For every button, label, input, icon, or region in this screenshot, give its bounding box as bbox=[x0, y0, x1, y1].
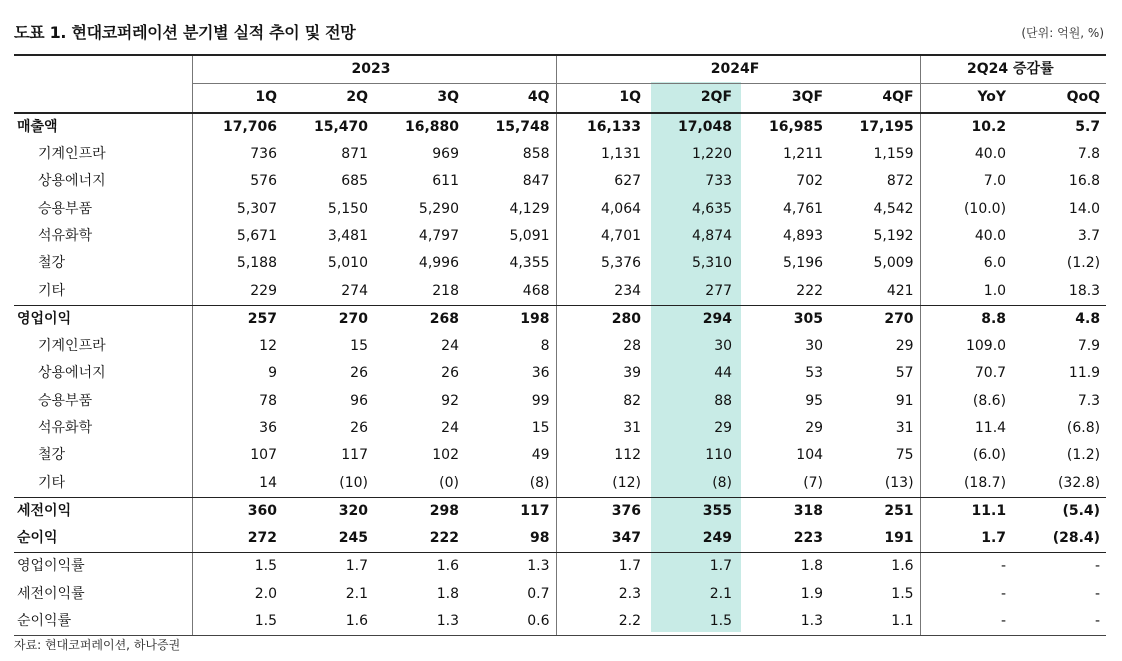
table-row bbox=[14, 497, 1106, 525]
table-cell: 5,671 bbox=[192, 223, 283, 250]
table-cell: 16,133 bbox=[556, 113, 647, 141]
table-cell: 858 bbox=[522, 146, 550, 163]
table-cell: 1.6 bbox=[891, 558, 914, 575]
table-row bbox=[14, 553, 1106, 581]
table-cell: 109.0 bbox=[920, 333, 1012, 360]
table-cell: 95 bbox=[805, 392, 824, 409]
table-cell: 198 bbox=[520, 310, 550, 327]
row-label: 승용부품 bbox=[38, 200, 93, 217]
table-cell: 92 bbox=[441, 392, 459, 409]
table-cell: 4,701 bbox=[556, 223, 647, 250]
table-cell: 1.5 bbox=[192, 608, 283, 636]
table-cell: 70.7 bbox=[920, 360, 1012, 387]
table-cell: (10) bbox=[283, 469, 374, 497]
table-cell: 11.9 bbox=[1068, 365, 1101, 382]
table-row bbox=[14, 469, 1106, 497]
row-label: 승용부품 bbox=[38, 392, 93, 409]
table-cell: - bbox=[920, 553, 1012, 581]
table-cell: 305 bbox=[793, 310, 824, 327]
table-cell: 249 bbox=[647, 525, 738, 553]
table-cell: 110 bbox=[705, 447, 733, 464]
table-cell: 16.8 bbox=[1068, 173, 1101, 190]
table-row bbox=[14, 141, 1106, 168]
table-cell: 30 bbox=[805, 338, 824, 355]
header-col: 2Q bbox=[346, 89, 368, 106]
table-cell: 733 bbox=[705, 173, 733, 190]
source-note: 자료: 현대코퍼레이션, 하나증권 bbox=[14, 638, 181, 652]
row-label: 기타 bbox=[14, 469, 192, 497]
table-cell: 5.7 bbox=[1075, 118, 1101, 135]
header-col: 2QF bbox=[700, 89, 733, 106]
row-label: 매출액 bbox=[17, 118, 58, 135]
table-cell: 40.0 bbox=[920, 223, 1012, 250]
table-cell: 96 bbox=[350, 392, 368, 409]
header-col: 4Q bbox=[527, 89, 550, 106]
header-corner-bottom bbox=[14, 84, 192, 113]
table-cell: 17,048 bbox=[678, 118, 733, 135]
table-cell: 421 bbox=[829, 277, 920, 305]
table-cell: 270 bbox=[338, 310, 368, 327]
table-cell: 1.5 bbox=[647, 608, 738, 636]
table-cell: 17,195 bbox=[859, 118, 914, 135]
table-cell: 0.7 bbox=[527, 585, 550, 602]
table-row bbox=[14, 113, 1106, 141]
table-cell: 29 bbox=[895, 338, 914, 355]
table-cell: 5,376 bbox=[556, 250, 647, 277]
header-col: YoY bbox=[920, 84, 1012, 113]
table-cell: 872 bbox=[886, 173, 914, 190]
table-cell: 15,748 bbox=[495, 118, 550, 135]
table-cell: - bbox=[920, 608, 1012, 636]
table-cell: 29 bbox=[714, 420, 733, 436]
table-cell: 91 bbox=[895, 392, 914, 409]
table-cell: 5,192 bbox=[873, 227, 914, 244]
table-cell: (7) bbox=[738, 469, 829, 497]
table-cell: - bbox=[920, 581, 1012, 608]
table-cell: 2.1 bbox=[345, 585, 368, 602]
table-cell: 3,481 bbox=[327, 227, 368, 244]
table-cell: 15 bbox=[350, 338, 368, 355]
table-cell: 1.7 bbox=[920, 525, 1012, 553]
table-body bbox=[14, 113, 1106, 636]
table-cell: 1.6 bbox=[436, 558, 459, 575]
table-cell: 347 bbox=[556, 525, 647, 553]
table-row bbox=[14, 442, 1106, 469]
table-cell: 6.0 bbox=[920, 250, 1012, 277]
table-cell: 24 bbox=[441, 338, 459, 355]
table-cell: (12) bbox=[556, 469, 647, 497]
table-cell: 5,290 bbox=[418, 200, 459, 217]
table-cell: 1.8 bbox=[436, 585, 459, 602]
table-cell: 0.6 bbox=[465, 608, 556, 636]
table-cell: 9 bbox=[192, 360, 283, 387]
table-cell: 26 bbox=[350, 365, 368, 382]
table-cell: 576 bbox=[192, 168, 283, 195]
table-cell: 4,542 bbox=[873, 200, 914, 217]
table-cell: - bbox=[1095, 585, 1101, 602]
table-cell: 1.8 bbox=[800, 558, 824, 575]
table-cell: 31 bbox=[895, 420, 914, 436]
row-label: 석유화학 bbox=[38, 420, 93, 436]
table-cell: 112 bbox=[556, 442, 647, 469]
table-row bbox=[14, 305, 1106, 333]
row-label: 기계인프라 bbox=[38, 146, 106, 163]
table-cell: 1.3 bbox=[527, 558, 550, 575]
table-cell: 1,159 bbox=[873, 146, 914, 163]
table-cell: 11.4 bbox=[920, 415, 1012, 442]
table-cell: (5.4) bbox=[1062, 502, 1101, 519]
table-cell: 7.8 bbox=[1077, 146, 1101, 163]
table-cell: 1.7 bbox=[709, 558, 733, 575]
table-cell: 1.7 bbox=[556, 553, 647, 581]
table-cell: (10.0) bbox=[920, 195, 1012, 222]
table-cell: 223 bbox=[738, 525, 829, 553]
table-cell: 5,310 bbox=[691, 255, 733, 272]
table-row bbox=[14, 333, 1106, 360]
table-cell: 360 bbox=[192, 497, 283, 525]
table-cell: 44 bbox=[714, 365, 733, 382]
table-cell: 2.3 bbox=[556, 581, 647, 608]
table-cell: 1,220 bbox=[691, 146, 733, 163]
table-cell: 270 bbox=[884, 310, 914, 327]
table-cell: 5,196 bbox=[782, 255, 824, 272]
table-cell: 2.2 bbox=[556, 608, 647, 636]
table-cell: 24 bbox=[441, 420, 459, 436]
header-row-quarters bbox=[14, 84, 1106, 113]
table-cell: 4,129 bbox=[509, 200, 550, 217]
table-cell: 5,150 bbox=[327, 200, 368, 217]
table-cell: 191 bbox=[829, 525, 920, 553]
header-col: QoQ bbox=[1066, 89, 1101, 106]
table-cell: (28.4) bbox=[1012, 525, 1106, 553]
table-cell: 376 bbox=[556, 497, 647, 525]
table-cell: 99 bbox=[531, 392, 550, 409]
header-col: 1Q bbox=[556, 84, 647, 113]
table-cell: (13) bbox=[829, 469, 920, 497]
row-label: 영업이익 bbox=[17, 310, 72, 327]
table-cell: 15,470 bbox=[313, 118, 368, 135]
table-cell: 75 bbox=[895, 447, 914, 464]
table-cell: 272 bbox=[192, 525, 283, 553]
table-cell: 7.3 bbox=[1077, 392, 1101, 409]
table-cell: 3.7 bbox=[1077, 227, 1101, 244]
table-cell: 1.1 bbox=[829, 608, 920, 636]
table-cell: 1.5 bbox=[891, 585, 914, 602]
table-cell: 1.3 bbox=[738, 608, 829, 636]
table-row bbox=[14, 360, 1106, 387]
table-title: 도표 1. 현대코퍼레이션 분기별 실적 추이 및 전망 bbox=[14, 23, 356, 42]
table-cell: 8 bbox=[540, 338, 550, 355]
table-cell: 31 bbox=[556, 415, 647, 442]
table-cell: 14.0 bbox=[1068, 200, 1101, 217]
table-cell: 4,064 bbox=[556, 195, 647, 222]
table-cell: 4,797 bbox=[418, 227, 459, 244]
table-cell: 53 bbox=[805, 365, 824, 382]
table-cell: 16,880 bbox=[404, 118, 459, 135]
table-cell: 14 bbox=[192, 469, 283, 497]
table-cell: 222 bbox=[374, 525, 465, 553]
table-cell: 5,010 bbox=[327, 255, 368, 272]
row-label: 순이익 bbox=[14, 525, 192, 553]
table-cell: (0) bbox=[374, 469, 465, 497]
table-cell: (8) bbox=[465, 469, 556, 497]
table-row bbox=[14, 608, 1106, 636]
table-cell: 10.2 bbox=[920, 113, 1012, 141]
table-cell: 1.6 bbox=[283, 608, 374, 636]
table-row bbox=[14, 195, 1106, 222]
table-cell: 234 bbox=[556, 277, 647, 305]
table-cell: 15 bbox=[531, 420, 550, 436]
table-cell: (6.0) bbox=[920, 442, 1012, 469]
table-cell: 2.1 bbox=[709, 585, 733, 602]
table-cell: 298 bbox=[429, 502, 459, 519]
table-cell: (8) bbox=[647, 469, 738, 497]
table-cell: 102 bbox=[432, 447, 459, 464]
table-row bbox=[14, 277, 1106, 305]
table-cell: 4,635 bbox=[691, 200, 733, 217]
table-cell: 7.9 bbox=[1077, 338, 1101, 355]
table-cell: 245 bbox=[283, 525, 374, 553]
table-cell: 36 bbox=[531, 365, 550, 382]
table-row bbox=[14, 581, 1106, 608]
header-col: 1Q bbox=[192, 84, 283, 113]
financial-table bbox=[14, 54, 1106, 636]
header-col: 3Q bbox=[437, 89, 459, 106]
row-label: 세전이익 bbox=[17, 502, 72, 519]
table-cell: 268 bbox=[429, 310, 459, 327]
table-cell: 274 bbox=[283, 277, 374, 305]
table-cell: (1.2) bbox=[1066, 255, 1101, 272]
table-cell: 847 bbox=[522, 173, 550, 190]
table-cell: 7.0 bbox=[920, 168, 1012, 195]
table-cell: 16,985 bbox=[769, 118, 824, 135]
row-label: 석유화학 bbox=[38, 227, 93, 244]
table-cell: 17,706 bbox=[192, 113, 283, 141]
table-cell: 4,893 bbox=[782, 227, 824, 244]
table-cell: 5,009 bbox=[873, 255, 914, 272]
table-cell: 1,131 bbox=[556, 141, 647, 168]
table-cell: (8.6) bbox=[920, 388, 1012, 415]
table-cell: 251 bbox=[884, 502, 914, 519]
table-cell: 107 bbox=[192, 442, 283, 469]
table-cell: 1.3 bbox=[374, 608, 465, 636]
table-cell: 627 bbox=[556, 168, 647, 195]
header-group-2023: 2023 bbox=[192, 55, 556, 84]
table-cell: 318 bbox=[793, 502, 824, 519]
table-cell: 468 bbox=[465, 277, 556, 305]
table-cell: 4.8 bbox=[1075, 310, 1101, 327]
table-cell: 702 bbox=[796, 173, 824, 190]
header-corner bbox=[14, 55, 192, 84]
table-cell: 104 bbox=[796, 447, 824, 464]
header-col: 4QF bbox=[882, 89, 914, 106]
table-cell: 28 bbox=[556, 333, 647, 360]
table-cell: (6.8) bbox=[1066, 420, 1101, 436]
table-cell: 294 bbox=[702, 310, 733, 327]
table-cell: - bbox=[1012, 608, 1106, 636]
table-cell: 11.1 bbox=[920, 497, 1012, 525]
table-cell: 355 bbox=[702, 502, 733, 519]
table-cell: 222 bbox=[738, 277, 829, 305]
header-row-groups bbox=[14, 55, 1106, 84]
table-row bbox=[14, 250, 1106, 277]
table-cell: 5,188 bbox=[192, 250, 283, 277]
table-row bbox=[14, 525, 1106, 553]
table-cell: 4,355 bbox=[509, 255, 550, 272]
row-label: 영업이익률 bbox=[17, 558, 85, 575]
table-row bbox=[14, 388, 1106, 415]
table-cell: 320 bbox=[338, 502, 368, 519]
table-cell: 685 bbox=[341, 173, 368, 190]
table-cell: 1.5 bbox=[192, 553, 283, 581]
table-cell: 18.3 bbox=[1012, 277, 1106, 305]
table-cell: 8.8 bbox=[920, 305, 1012, 333]
table-cell: (18.7) bbox=[920, 469, 1012, 497]
table-cell: 36 bbox=[192, 415, 283, 442]
row-label: 순이익률 bbox=[14, 608, 192, 636]
table-cell: 82 bbox=[556, 388, 647, 415]
table-cell: (1.2) bbox=[1066, 447, 1101, 464]
row-label: 철강 bbox=[38, 255, 66, 272]
table-cell: 229 bbox=[192, 277, 283, 305]
table-cell: 30 bbox=[714, 338, 733, 355]
row-label: 세전이익률 bbox=[17, 585, 85, 602]
row-label: 철강 bbox=[38, 447, 66, 464]
table-cell: 88 bbox=[714, 392, 733, 409]
table-cell: 277 bbox=[647, 277, 738, 305]
table-cell: 98 bbox=[465, 525, 556, 553]
table-row bbox=[14, 415, 1106, 442]
table-cell: 1.0 bbox=[920, 277, 1012, 305]
header-group-change: 2Q24 증감률 bbox=[920, 55, 1106, 84]
table-cell: (32.8) bbox=[1012, 469, 1106, 497]
row-label: 상용에너지 bbox=[38, 365, 106, 382]
table-row bbox=[14, 223, 1106, 250]
row-label: 상용에너지 bbox=[38, 173, 106, 190]
table-cell: 218 bbox=[374, 277, 465, 305]
row-label: 기계인프라 bbox=[38, 338, 106, 355]
table-cell: 1.7 bbox=[345, 558, 368, 575]
table-cell: 49 bbox=[531, 447, 550, 464]
table-cell: 5,307 bbox=[192, 195, 283, 222]
row-label: 기타 bbox=[14, 277, 192, 305]
table-cell: 4,761 bbox=[782, 200, 824, 217]
table-cell: 4,874 bbox=[691, 227, 733, 244]
table-cell: 280 bbox=[556, 305, 647, 333]
table-cell: 1.9 bbox=[800, 585, 824, 602]
table-cell: 40.0 bbox=[920, 141, 1012, 168]
table-cell: 29 bbox=[805, 420, 824, 436]
unit-label: (단위: 억원, %) bbox=[1021, 26, 1104, 40]
table-cell: 12 bbox=[192, 333, 283, 360]
table-cell: 4,996 bbox=[418, 255, 459, 272]
table-cell: 611 bbox=[432, 173, 459, 190]
table-cell: 736 bbox=[192, 141, 283, 168]
table-cell: 871 bbox=[341, 146, 368, 163]
table-cell: - bbox=[1095, 558, 1101, 575]
table-cell: 117 bbox=[520, 502, 550, 519]
table-row bbox=[14, 168, 1106, 195]
table-cell: 39 bbox=[556, 360, 647, 387]
table-cell: 969 bbox=[432, 146, 459, 163]
table-cell: 257 bbox=[192, 305, 283, 333]
table-cell: 26 bbox=[441, 365, 459, 382]
header-group-2024f: 2024F bbox=[556, 55, 920, 84]
table-cell: 57 bbox=[895, 365, 914, 382]
table-cell: 117 bbox=[341, 447, 368, 464]
table-cell: 5,091 bbox=[509, 227, 550, 244]
table-cell: 2.0 bbox=[192, 581, 283, 608]
table-cell: 1,211 bbox=[782, 146, 824, 163]
table-cell: 26 bbox=[350, 420, 368, 436]
table-cell: 78 bbox=[192, 388, 283, 415]
header-col: 3QF bbox=[791, 89, 824, 106]
